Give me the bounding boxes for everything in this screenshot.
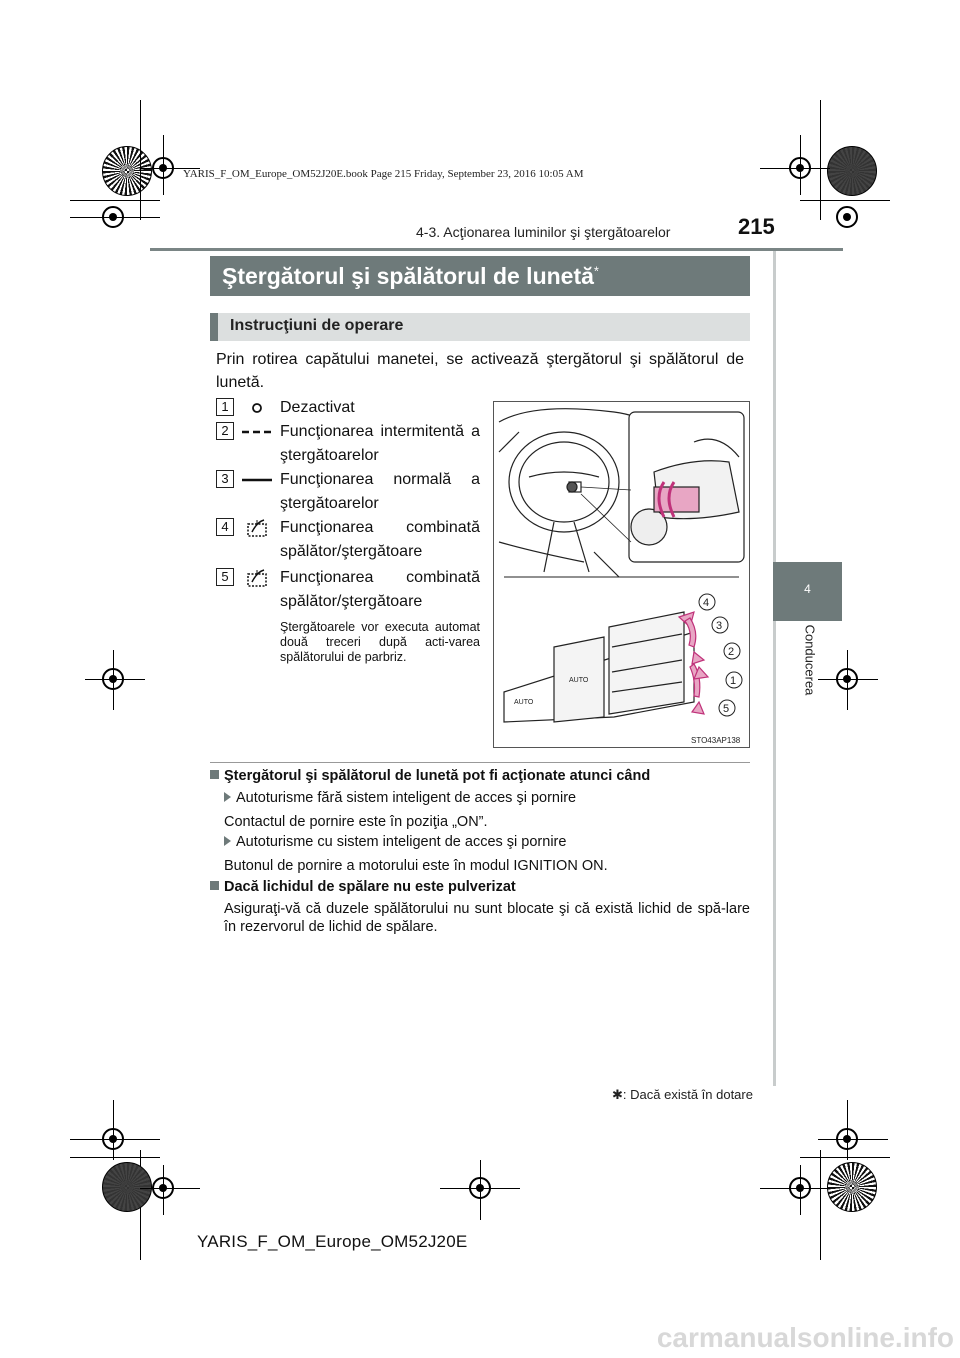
list-item-3: [216, 468, 480, 516]
triangle-bullet-icon: [224, 836, 231, 846]
normal-solid-line-icon: [242, 470, 272, 490]
callout-2: 2: [728, 646, 735, 658]
crop-line: [163, 1165, 164, 1215]
item-text: Dezactivat: [280, 399, 355, 416]
crop-line: [113, 1100, 114, 1160]
item-text: Funcţionarea combinată spălător/ştergătoare: [280, 519, 480, 560]
book-info-line: YARIS_F_OM_Europe_OM52J20E.book Page 215 Friday, September 23, 2016 10:05 AM: [183, 168, 584, 180]
footnote-star-icon: ✱: [612, 1087, 623, 1102]
item-text: Funcţionarea intermitentă a ştergătoarelor: [280, 423, 480, 464]
item-number: 4: [216, 518, 234, 536]
title-asterisk: *: [593, 263, 599, 279]
section-title-bar: [210, 256, 750, 296]
crop-line: [113, 650, 114, 710]
crop-line: [85, 679, 145, 680]
intro-paragraph: Prin rotirea capătului manetei, se activează ştergătorul şi spălătorul de lunetă.: [216, 351, 744, 391]
crop-line: [70, 1157, 160, 1158]
note-body: Contactul de pornire este în poziţia „ON”.: [224, 814, 488, 830]
crop-line: [818, 679, 878, 680]
footer-document-id: YARIS_F_OM_Europe_OM52J20E: [197, 1232, 468, 1251]
detail-inset: [629, 412, 744, 562]
registration-sunburst-bottom-right: [827, 1162, 877, 1212]
item-number: 5: [216, 568, 234, 586]
washer-wiper-icon: [242, 568, 272, 588]
note-heading-text: Dacă lichidul de spălare nu este pulverizat: [224, 879, 516, 895]
off-circle-icon: [242, 398, 272, 418]
registration-mark: [836, 206, 858, 228]
note-subheading: [224, 790, 576, 806]
crop-line: [70, 200, 160, 201]
crop-line: [800, 1157, 890, 1158]
note-subheading: [224, 834, 566, 850]
item-text: Funcţionarea combinată spălător/ştergătoare: [280, 569, 480, 610]
wiper-lever-illustration: [494, 402, 749, 747]
note-heading: [210, 879, 516, 895]
note-heading: [210, 768, 650, 784]
subtitle-bar: [210, 313, 750, 341]
crop-line: [140, 100, 141, 220]
list-item-5: [216, 566, 480, 614]
section-title-text: Ştergătorul şi spălătorul de lunetă: [222, 263, 594, 289]
item-5-note: Ştergătoarele vor executa automat două treceri după acti-varea spălătorului de parbriz.: [280, 620, 480, 664]
section-title: [222, 263, 599, 290]
section-header: 4-3. Acţionarea luminilor şi ştergătoarelor: [416, 224, 671, 240]
footnote-text: : Dacă există în dotare: [622, 1087, 753, 1102]
square-bullet-icon: [210, 881, 219, 890]
page-number: 215: [738, 214, 775, 239]
note-subheading-text: Autoturisme fără sistem inteligent de acces şi pornire: [236, 790, 577, 806]
crop-line: [818, 1139, 888, 1140]
auto-label: AUTO: [569, 677, 589, 684]
crop-line: [820, 1150, 821, 1260]
note-heading-text: Ştergătorul şi spălătorul de lunetă pot fi acţionate atunci când: [224, 768, 651, 784]
list-item-1: [216, 396, 480, 422]
side-divider: [773, 251, 776, 1086]
triangle-bullet-icon: [224, 792, 231, 802]
crop-line: [140, 1188, 200, 1189]
crop-line: [70, 1139, 160, 1140]
callout-4: 4: [703, 597, 710, 609]
auto-label: AUTO: [514, 699, 534, 706]
callout-3: 3: [716, 620, 723, 632]
subtitle: Instrucţiuni de operare: [230, 317, 404, 334]
note-subheading-text: Autoturisme cu sistem inteligent de acces şi pornire: [236, 834, 567, 850]
callout-1: 1: [730, 675, 737, 687]
list-item-2: [216, 420, 480, 468]
square-bullet-icon: [210, 770, 219, 779]
item-number: 2: [216, 422, 234, 440]
item-text: Funcţionarea normală a ştergătoarelor: [280, 471, 480, 512]
registration-sunburst-top-left: [102, 146, 152, 196]
wiper-lever-figure: [493, 401, 750, 748]
registration-sunburst-top-right: [827, 146, 877, 196]
intermittent-dashed-icon: [242, 422, 272, 442]
item-number: 1: [216, 398, 234, 416]
figure-code: STO43AP138: [691, 736, 741, 745]
header-rule: [150, 248, 843, 251]
crop-line: [847, 1100, 848, 1160]
crop-line: [800, 1165, 801, 1215]
chapter-number: 4: [804, 582, 811, 596]
callout-5: 5: [723, 703, 730, 715]
crop-line: [847, 650, 848, 710]
note-body: Asiguraţi-vă că duzele spălătorului nu sunt blocate şi că există lichid de spă-lare în rezervorul de lichid de spălare.: [224, 901, 750, 935]
washer-wiper-icon: [242, 518, 272, 538]
note-body: Butonul de pornire a motorului este în modul IGNITION ON.: [224, 858, 608, 874]
crop-line: [760, 168, 830, 169]
item-number: 3: [216, 470, 234, 488]
crop-line: [800, 135, 801, 195]
registration-sunburst-bottom-left: [102, 1162, 152, 1212]
section-rule: [210, 762, 750, 763]
list-item-4: [216, 516, 480, 564]
crop-line: [820, 100, 821, 220]
footnote: [612, 1087, 753, 1103]
crop-line: [800, 200, 890, 201]
crop-line: [163, 135, 164, 195]
crop-line: [70, 217, 160, 218]
watermark: carmanualsonline.info: [656, 1322, 954, 1353]
callout-labels: [699, 594, 742, 716]
chapter-label: Conducerea: [802, 624, 818, 696]
crop-line: [480, 1160, 481, 1220]
crop-line: [760, 1188, 830, 1189]
